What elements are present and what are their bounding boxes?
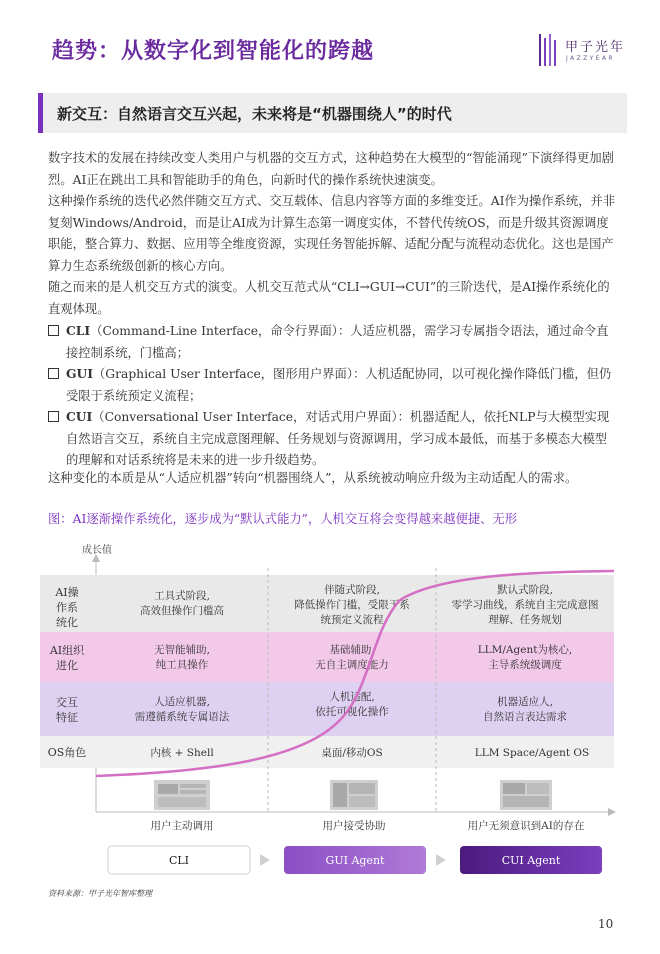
- cell-text: 统预定义流程: [320, 614, 384, 626]
- row-bg-ai-org: [40, 632, 614, 682]
- logo-en: JAZZYEAR: [566, 55, 615, 62]
- figure-title: 图：AI逐渐操作系统化，逐步成为“默认式能力”，人机交互将会变得越来越便捷、无形: [48, 512, 518, 526]
- bullet-text: （Conversational User Interface，对话式用户界面）：机器适配人，依托NLP与大模型实现自然语言交互，系统自主完成意图理解、任务规划与资源调用，学习成本最低，而基于多模态大模型的理解和对话系统将是未来的进一步升级趋势。: [66, 410, 610, 467]
- section-title: 新交互：自然语言交互兴起，未来将是“机器围绕人”的时代: [57, 105, 452, 123]
- cell-text: 内核 + Shell: [150, 747, 214, 759]
- cell-text: 机器适应人,: [497, 696, 553, 708]
- cui-window-icon: [500, 780, 552, 810]
- cell-text: 无智能辅助,: [154, 644, 210, 656]
- cell-text: 默认式阶段,: [497, 584, 553, 596]
- cell-text: 无自主调度能力: [315, 659, 389, 671]
- row-label: OS角色: [47, 746, 87, 759]
- bullet-text: （Graphical User Interface，图形用户界面）：人机适配协同，以可视化操作降低门槛，但仍受限于系统预定义流程；: [66, 367, 612, 403]
- cell-text: 工具式阶段,: [154, 590, 210, 602]
- row-label: 交互: [56, 696, 78, 709]
- paragraph-4: 这种变化的本质是从“人适应机器”转向“机器围绕人”，从系统被动响应升级为主动适配人的需求。: [48, 471, 578, 485]
- cell-text: LLM Space/Agent OS: [474, 747, 590, 759]
- row-label: 特征: [56, 711, 78, 724]
- cell-text: 桌面/移动OS: [321, 747, 383, 759]
- stage-caption: 用户接受协助: [322, 820, 386, 832]
- arrow-right-icon: [260, 854, 270, 866]
- gui-window-icon: [330, 780, 378, 810]
- bullet-term: CLI: [66, 323, 91, 338]
- cell-text: 自然语言表达需求: [483, 711, 567, 723]
- cell-text: 需遵循系统专属语法: [134, 711, 230, 723]
- stage-caption: 用户无须意识到AI的存在: [467, 820, 585, 832]
- logo-cn: 甲子光年: [565, 40, 626, 55]
- cell-text: 纯工具操作: [155, 659, 209, 671]
- paragraph-1: 数字技术的发展在持续改变人类用户与机器的交互方式，这种趋势在大模型的“智能涌现”下演绎得更加剧烈。AI正在跳出工具和智能助手的角色，向新时代的操作系统快速演变。: [48, 151, 614, 187]
- source-note: 资料来源：甲子光年智库整理: [48, 889, 152, 898]
- cell-text: 人机适配,: [329, 691, 375, 703]
- x-axis-arrow-icon: [608, 808, 616, 816]
- cli-stage-label: CLI: [168, 854, 190, 867]
- row-label: 进化: [56, 659, 78, 672]
- row-label: AI操: [55, 586, 79, 599]
- bullet-term: GUI: [66, 366, 93, 381]
- row-label: 作系: [56, 601, 78, 614]
- row-label: AI组织: [49, 644, 85, 657]
- cell-text: 依托可视化操作: [315, 706, 389, 718]
- cui-agent-stage-label: CUI Agent: [501, 854, 561, 867]
- cell-text: 零学习曲线，系统自主完成意图: [451, 599, 599, 611]
- stage-caption: 用户主动调用: [150, 820, 214, 832]
- cli-window-icon: [154, 780, 210, 810]
- paragraph-3: 随之而来的是人机交互方式的演变。人机交互范式从“CLI→GUI→CUI”的三阶迭代，是AI操作系统化的直观体现。: [48, 280, 610, 316]
- header-title: 趋势：从数字化到智能化的跨越: [52, 39, 375, 64]
- cell-text: 理解、任务规划: [488, 614, 562, 626]
- page-number: 10: [598, 917, 614, 931]
- y-axis-label: 成长值: [82, 545, 112, 556]
- cell-text: 高效但操作门槛高: [140, 605, 224, 617]
- cell-text: 基础辅助,: [329, 644, 375, 656]
- cell-text: 主导系统级调度: [488, 659, 562, 671]
- gui-agent-stage-label: GUI Agent: [325, 854, 385, 867]
- paragraph-2: 这种操作系统的迭代必然伴随交互方式、交互载体、信息内容等方面的多维变迁。AI作为操作系统，并非复刻Windows/Android，而是让AI成为计算生态第一调度实体，不替代传统OS，而是升级其资源调度职能，整合算力、数据、应用等全维度资源，实现任务智能拆解、适配分配与流程动态优化。这也是国产算力生态系统级创新的核心方向。: [48, 194, 616, 273]
- bullet-term: CUI: [66, 409, 93, 424]
- arrow-right-icon: [436, 854, 446, 866]
- cell-text: 人适应机器,: [154, 696, 210, 708]
- bullet-text: （Command-Line Interface，命令行界面）：人适应机器，需学习专属指令语法，通过命令直接控制系统，门槛高；: [66, 324, 609, 360]
- row-label: 统化: [56, 616, 78, 629]
- cell-text: 伴随式阶段,: [324, 584, 380, 596]
- cell-text: 降低操作门槛，受限于系: [294, 599, 410, 611]
- cell-text: LLM/Agent为核心,: [477, 644, 573, 656]
